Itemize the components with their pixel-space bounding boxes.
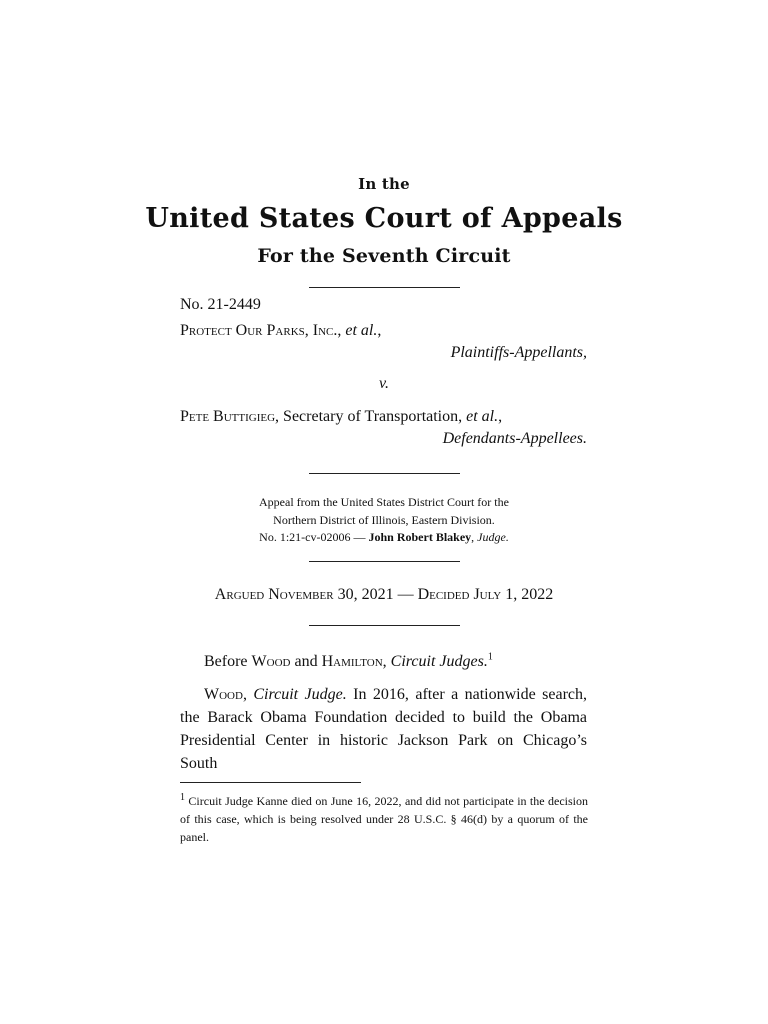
in-the-heading: In the [358,175,410,193]
panel-and: and [290,653,322,670]
district-judge-title: Judge. [477,530,509,544]
argued-decided-dates: Argued November 30, 2021 — Decided July 1, 2022 [214,586,554,603]
panel-line: Before Wood and Hamilton, Circuit Judges.$^1$ [204,651,493,670]
plaintiff-name: Protect Our Parks, Inc. [180,322,338,339]
panel-before: Before [204,653,252,670]
opinion-paragraph: Wood, Circuit Judge. In 2016, after a nationwide search, the Barack Obama Foundation decided to build the Obama Presidential Center in historic Jackson Park on Chicago’s South [180,686,588,772]
plaintiff-role: Plaintiffs-Appellants, [450,344,587,361]
appeal-line-3: No. 1:21-cv-02006 — John Robert Blakey, Judge. [259,530,509,544]
defendant-title: , Secretary of Transportation, [275,408,467,425]
appeal-line-1: Appeal from the United States District Court for the [259,495,509,509]
panel-judge-1: Wood [251,653,291,670]
appeal-line-2: Northern District of Illinois, Eastern Division. [273,513,495,527]
caption-rule [309,473,460,474]
district-judge: John Robert Blakey [368,530,472,544]
panel-judge-2: Hamilton [321,653,383,670]
footnote-text: Circuit Judge Kanne died on June 16, 2022, and did not participate in the decision of this case, which is being resolved under 28 U.S.C. § 46(d) by a quorum of the panel. [180,794,588,844]
dates-rule [309,625,460,626]
circuit-heading: For the Seventh Circuit [257,245,511,267]
footnote-ref[interactable]: 1 [487,651,493,663]
court-title: United States Court of Appeals [145,203,623,234]
panel-title: Circuit Judges. [390,653,488,670]
header-rule [309,287,460,288]
district-case-number: No. 1:21-cv-02006 — [259,530,369,544]
plaintiff-etal: et al. [345,322,378,339]
opinion-author-title: Circuit Judge. [253,686,347,703]
case-number: No. 21-2449 [180,296,261,313]
defendant-line: Pete Buttigieg, Secretary of Transportation, et al., [180,408,503,425]
footnote-rule [180,782,361,783]
appeal-rule [309,561,460,562]
plaintiff-line: Protect Our Parks, Inc., et al., [180,322,382,339]
footnote [180,792,588,846]
opinion-author: Wood [204,686,243,703]
opinion-text: In 2016, after a nationwide search, the Barack Obama Foundation decided to build the Obama Presidential Center in historic Jackson Park on Chicago’s South [180,686,588,772]
defendant-etal: et al. [466,408,499,425]
footnote-marker: 1 [180,792,185,803]
defendant-name: Pete Buttigieg [180,408,276,425]
defendant-role: Defendants-Appellees. [442,430,587,447]
versus: v. [379,375,389,392]
